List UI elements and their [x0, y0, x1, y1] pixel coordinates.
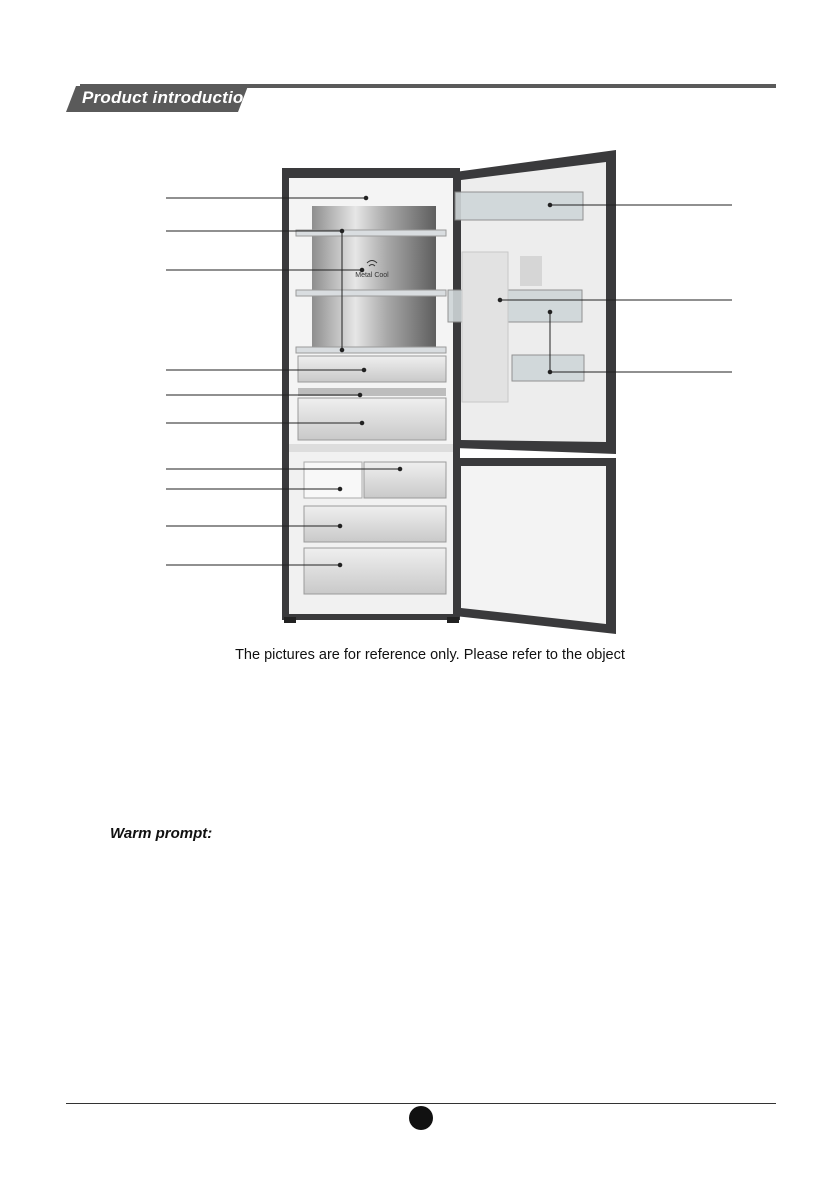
- metal-back-panel: [312, 206, 436, 352]
- badge-text: Metal Cool: [355, 272, 389, 279]
- reference-caption: The pictures are for reference only. Please refer to the object: [235, 647, 625, 663]
- page-title: Product introduction: [82, 88, 255, 107]
- page-number-dot: [409, 1106, 433, 1130]
- warm-prompt-heading: Warm prompt:: [110, 825, 213, 842]
- freezer-drawers: [304, 462, 446, 594]
- upper-door: [448, 150, 616, 454]
- lower-door: [455, 458, 616, 634]
- footer-rule: [66, 1103, 776, 1104]
- fridge-drawers: [298, 356, 446, 440]
